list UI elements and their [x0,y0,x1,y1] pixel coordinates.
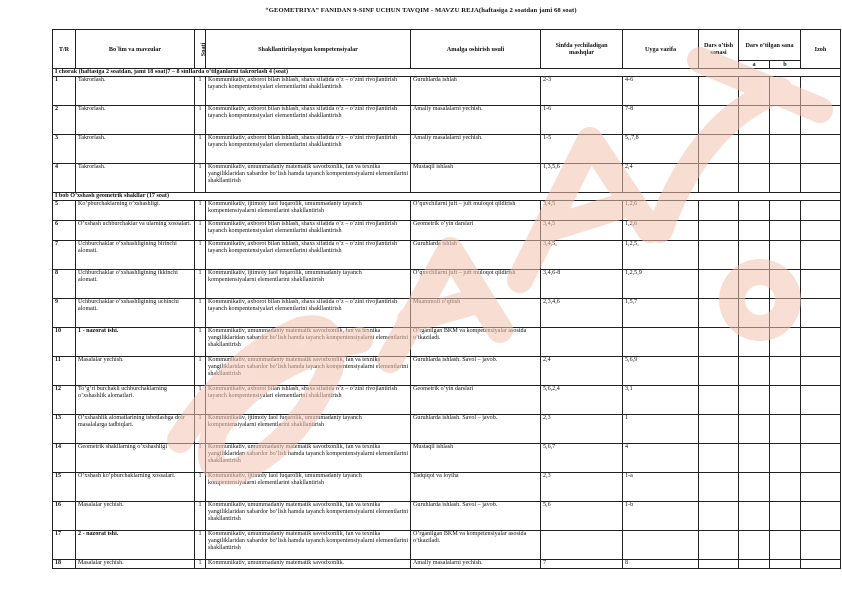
method-cell: Guruhlarda ishlah [411,241,541,270]
homework-cell: 3,1 [623,386,699,415]
date-cell [699,270,739,299]
note-cell [801,531,841,560]
section-row [53,193,841,201]
method-cell: Amaliy masalalarni yechish. [411,135,541,164]
hours-cell: 1 [195,444,206,473]
row-number: 1 [53,77,76,106]
row-number: 16 [53,502,76,531]
topic-cell: Takrorlash. [76,106,195,135]
method-cell: Guruhlarda ishlash. Savol – javob. [411,415,541,444]
table-row [53,502,841,531]
topic-cell: O’xshash uchburchaklar va ularning xossalari. [76,221,195,241]
topic-cell: Ko’pburchaklarning o’xshashligi. [76,201,195,221]
homework-cell [623,328,699,357]
competence-cell: Kommunikativ, umummadaniy matematik savodxonlik, fan va texnika yangiliklaridan xabardor bo’lish hamda tayanch kompentensiyalarni elementlarini shakllantirish [206,164,411,193]
class-tasks-cell: 3,4,5 [541,221,623,241]
class-tasks-cell: 5,6 [541,502,623,531]
class-tasks-cell: 2,3,4,6 [541,299,623,328]
hours-cell: 1 [195,357,206,386]
homework-cell: 1-a [623,473,699,502]
table-row [53,201,841,221]
date-a-cell [739,357,770,386]
row-number: 5 [53,201,76,221]
row-number: 18 [53,560,76,569]
date-b-cell [770,201,801,221]
col-header-tr: T/R [53,30,76,69]
note-cell [801,328,841,357]
class-tasks-cell: 5,6,7 [541,444,623,473]
table-row [53,560,841,569]
note-cell [801,270,841,299]
homework-cell: 7-8 [623,106,699,135]
topic-cell: Takrorlash. [76,164,195,193]
table-body [53,69,841,569]
class-tasks-cell: 7 [541,560,623,569]
topic-cell: 2 - nazorat ishi. [76,531,195,560]
date-b-cell [770,135,801,164]
table-row [53,357,841,386]
method-cell: Tadqiqot va loyiha [411,473,541,502]
class-tasks-cell: 1,3,5,6 [541,164,623,193]
note-cell [801,415,841,444]
col-header-class-tasks: Sinfda yechiladigan mashqlar [541,30,623,69]
method-cell: O’rganilgan BKM va kompetensiyalar asosida o’tkaziladi. [411,328,541,357]
class-tasks-cell: 5,6,2,4 [541,386,623,415]
document-title: “GEOMETRIYA” FANIDAN 9-SINF UCHUN TAVQIM - MAVZU REJA(haftasiga 2 soatdan jami 68 soat) [265,7,577,14]
date-cell [699,502,739,531]
competence-cell: Kommunikativ, umummadaniy matematik savodxonlik, fan va texnika yangiliklaridan xabardor bo’lish hamda tayanch kompentensiyalarni elementlarini shakllantirish [206,357,411,386]
homework-cell: 2,4 [623,164,699,193]
class-tasks-cell: 2-3 [541,77,623,106]
date-cell [699,164,739,193]
topic-cell: Geometrik shakllarning o’xshashligi [76,444,195,473]
note-cell [801,444,841,473]
topic-cell: Uchburchaklar o’xshashligining birinchi alomati. [76,241,195,270]
col-header-hours: Soati [195,30,206,69]
date-a-cell [739,560,770,569]
date-cell [699,357,739,386]
date-a-cell [739,415,770,444]
note-cell [801,164,841,193]
hours-cell: 1 [195,386,206,415]
competence-cell: Kommunikativ, umummadaniy matematik savodxonlik. [206,560,411,569]
hours-cell: 1 [195,106,206,135]
date-b-cell [770,560,801,569]
date-a-cell [739,328,770,357]
date-b-cell [770,106,801,135]
col-header-a: a [739,61,770,69]
note-cell [801,502,841,531]
row-number: 2 [53,106,76,135]
hours-cell: 1 [195,560,206,569]
hours-cell: 1 [195,201,206,221]
hours-cell: 1 [195,164,206,193]
row-number: 15 [53,473,76,502]
method-cell: Amaliy masalalarni yechish. [411,106,541,135]
class-tasks-cell: 3,4,5 [541,201,623,221]
note-cell [801,77,841,106]
competence-cell: Kommunikativ, axborot bilan ishlash, shaxs sifatida o’z – o’zini rivojlantirish tayanch kompentensiyalari elementlarini shakllantirish [206,106,411,135]
table-row [53,531,841,560]
section-title: I chorak (haftasiga 2 soatdan, jami 18 soat)7 – 8 sinflarda o’tilganlarni takrorlash 4 (soat) [53,69,841,77]
section-row [53,69,841,77]
table-row [53,415,841,444]
date-b-cell [770,270,801,299]
competence-cell: Kommunikativ, umummadaniy matematik savodxonlik, fan va texnika yangiliklaridan xabardor bo’lish hamda tayanch kompentensiyalarni elementlarini shakllantirish [206,444,411,473]
homework-cell: 1 [623,415,699,444]
competence-cell: Kommunikativ, axborot bilan ishlash, shaxs sifatida o’z – o’zini rivojlantirish tayanch kompentensiyalari elementlarini shakllantirish [206,135,411,164]
hours-cell: 1 [195,531,206,560]
col-header-date: Dars o’tish sanasi [699,30,739,69]
homework-cell: 1,5,7 [623,299,699,328]
competence-cell: Kommunikativ, ijtimoiy faol fuqarolik, umummadaniy tayanch kompentensiyalarni elementlarini shakllantirish [206,415,411,444]
date-cell [699,77,739,106]
row-number: 13 [53,415,76,444]
competence-cell: Kommunikativ, ijtimoiy faol fuqarolik, umummadaniy tayanch kompentensiyalarni elementlarini shakllantirish [206,473,411,502]
date-cell [699,415,739,444]
method-cell: Amaliy masalalarni yechish. [411,560,541,569]
date-cell [699,299,739,328]
homework-cell: 4 [623,444,699,473]
col-header-topic: Bo`lim va mavzular [76,30,195,69]
method-cell: O’quvchilarni juft – juft muloqot qildirish [411,270,541,299]
competence-cell: Kommunikativ, axborot bilan ishlash, shaxs sifatida o’z – o’zini rivojlantirish tayanch kompentensiyalari elementlarini shakllantirish [206,241,411,270]
date-a-cell [739,270,770,299]
topic-cell: Uchburchaklar o’xshashligining ikkinchi alomati. [76,270,195,299]
hours-cell: 1 [195,77,206,106]
topic-cell: Takrorlash. [76,77,195,106]
date-a-cell [739,77,770,106]
competence-cell: Kommunikativ, axborot bilan ishlash, shaxs sifatida o’z – o’zini rivojlantirish tayanch kompentensiyalari elementlarini shakllantirish [206,221,411,241]
date-b-cell [770,299,801,328]
competence-cell: Kommunikativ, axborot bilan ishlash, shaxs sifatida o’z – o’zini rivojlantirish tayanch kompentensiyalari elementlarini shakllantirish [206,386,411,415]
method-cell: Muammoli o’qitish [411,299,541,328]
topic-cell: Masalalar yechish. [76,502,195,531]
table-row [53,386,841,415]
col-header-b: b [770,61,801,69]
col-header-competence: Shakllantirilayotgan kompetensiyalar [206,30,411,69]
method-cell: Guruhlarda ishlash. Savol – javob. [411,357,541,386]
table-row [53,241,841,270]
date-a-cell [739,299,770,328]
note-cell [801,299,841,328]
row-number: 11 [53,357,76,386]
method-cell: Geometrik o’yin darslari [411,221,541,241]
date-cell [699,241,739,270]
topic-cell: Uchburchaklar o’xshashligining uchinchi alomati. [76,299,195,328]
homework-cell: 4-6 [623,77,699,106]
col-header-method: Amalga oshirish usuli [411,30,541,69]
date-b-cell [770,164,801,193]
method-cell: Guruhlarda ishlash. Savol – javob. [411,502,541,531]
homework-cell: 1,2,6 [623,221,699,241]
homework-cell: 8 [623,560,699,569]
class-tasks-cell: 3,4,5, [541,241,623,270]
row-number: 17 [53,531,76,560]
row-number: 8 [53,270,76,299]
topic-cell: To’g’ri burchakli uchburchaklarning o’xshashlik alomatlari. [76,386,195,415]
table-row [53,473,841,502]
note-cell [801,386,841,415]
date-b-cell [770,77,801,106]
homework-cell: 1,2,6 [623,201,699,221]
date-cell [699,201,739,221]
date-b-cell [770,531,801,560]
hours-cell: 1 [195,502,206,531]
method-cell: O’rganilgan BKM va kompetensiyalar asosida o’tkaziladi. [411,531,541,560]
date-cell [699,444,739,473]
competence-cell: Kommunikativ, ijtimoiy faol fuqarolik, umummadaniy tayanch kompentensiyalarni elementlarini shakllantirish [206,270,411,299]
note-cell [801,473,841,502]
note-cell [801,241,841,270]
note-cell [801,135,841,164]
date-b-cell [770,241,801,270]
class-tasks-cell: 2,4 [541,357,623,386]
competence-cell: Kommunikativ, axborot bilan ishlash, shaxs sifatida o’z – o’zini rivojlantirish tayanch kompentensiyalari elementlarini shakllantirish [206,77,411,106]
class-tasks-cell: 3,4,6-8 [541,270,623,299]
table-row [53,77,841,106]
date-a-cell [739,201,770,221]
method-cell: Mustaqil ishlash [411,444,541,473]
date-b-cell [770,415,801,444]
date-b-cell [770,502,801,531]
date-a-cell [739,221,770,241]
row-number: 14 [53,444,76,473]
date-cell [699,221,739,241]
class-tasks-cell: 1-5 [541,135,623,164]
table-row [53,444,841,473]
hours-cell: 1 [195,473,206,502]
header-row [53,30,841,61]
date-b-cell [770,444,801,473]
note-cell [801,357,841,386]
table-row [53,270,841,299]
competence-cell: Kommunikativ, umummadaniy matematik savodxonlik, fan va texnika yangiliklaridan xabardor bo’lish hamda tayanch kompentensiyalarni elementlarini shakllantirish [206,502,411,531]
homework-cell: 1-b [623,502,699,531]
competence-cell: Kommunikativ, axborot bilan ishlash, shaxs sifatida o’z – o’zini rivojlantirish tayanch kompentensiyalari elementlarini shakllantirish [206,299,411,328]
date-cell [699,106,739,135]
method-cell: Mustaqil ishlash [411,164,541,193]
hours-cell: 1 [195,221,206,241]
table-row [53,221,841,241]
hours-cell: 1 [195,415,206,444]
table-row [53,106,841,135]
note-cell [801,221,841,241]
date-a-cell [739,502,770,531]
topic-cell: 1 - nazorat ishi. [76,328,195,357]
competence-cell: Kommunikativ, umummadaniy matematik savodxonlik, fan va texnika yangiliklaridan xabardor bo’lish hamda tayanch kompentensiyalarni elementlarini shakllantirish [206,328,411,357]
hours-cell: 1 [195,328,206,357]
class-tasks-cell: 2,3 [541,415,623,444]
topic-cell: O’xshash ko’pburchaklarning xossalari. [76,473,195,502]
competence-cell: Kommunikativ, umummadaniy matematik savodxonlik, fan va texnika yangiliklaridan xabardor bo’lish hamda tayanch kompentensiyalarni elementlarini shakllantirish [206,531,411,560]
date-a-cell [739,473,770,502]
row-number: 6 [53,221,76,241]
row-number: 3 [53,135,76,164]
date-a-cell [739,241,770,270]
lesson-plan-table [52,29,841,569]
date-cell [699,531,739,560]
date-cell [699,328,739,357]
date-b-cell [770,328,801,357]
topic-cell: Masalalar yechish. [76,560,195,569]
homework-cell: 1,2,5,9 [623,270,699,299]
homework-cell [623,531,699,560]
hours-cell: 1 [195,135,206,164]
class-tasks-cell: 1-6 [541,106,623,135]
note-cell [801,106,841,135]
method-cell: O’quvchilarni juft – juft muloqot qildirish [411,201,541,221]
date-b-cell [770,357,801,386]
date-b-cell [770,221,801,241]
date-b-cell [770,386,801,415]
table-row [53,135,841,164]
date-a-cell [739,135,770,164]
class-tasks-cell [541,531,623,560]
section-title: I bob O’xshash geometrik shakllar (17 soat) [53,193,841,201]
col-header-homework: Uyga vazifa [623,30,699,69]
row-number: 10 [53,328,76,357]
table-row [53,299,841,328]
col-header-note: Izoh [801,30,841,69]
homework-cell: 5,6,9 [623,357,699,386]
topic-cell: O’xshashlik alomatlarining isbotlashga doir masalalarga tadbiqlari. [76,415,195,444]
table-row [53,164,841,193]
date-a-cell [739,444,770,473]
method-cell: Geometrik o’yin darslari [411,386,541,415]
homework-cell: 1,2,5, [623,241,699,270]
note-cell [801,560,841,569]
row-number: 7 [53,241,76,270]
topic-cell: Takrorlash. [76,135,195,164]
date-cell [699,560,739,569]
hours-cell: 1 [195,299,206,328]
note-cell [801,201,841,221]
hours-cell: 1 [195,241,206,270]
date-b-cell [770,473,801,502]
homework-cell: 5,,7,8 [623,135,699,164]
col-header-date-passed: Dars o’tilgan sana [739,30,801,61]
class-tasks-cell [541,328,623,357]
row-number: 12 [53,386,76,415]
date-cell [699,473,739,502]
topic-cell: Masalalar yechish. [76,357,195,386]
date-a-cell [739,106,770,135]
date-cell [699,135,739,164]
table-row [53,328,841,357]
date-a-cell [739,386,770,415]
date-a-cell [739,531,770,560]
row-number: 4 [53,164,76,193]
date-cell [699,386,739,415]
class-tasks-cell: 2,3 [541,473,623,502]
hours-cell: 1 [195,270,206,299]
row-number: 9 [53,299,76,328]
date-a-cell [739,164,770,193]
method-cell: Guruhlarda ishlah [411,77,541,106]
competence-cell: Kommunikativ, ijtimoiy faol fuqarolik, umummadaniy tayanch kompentensiyalarni elementlarini shakllantirish [206,201,411,221]
